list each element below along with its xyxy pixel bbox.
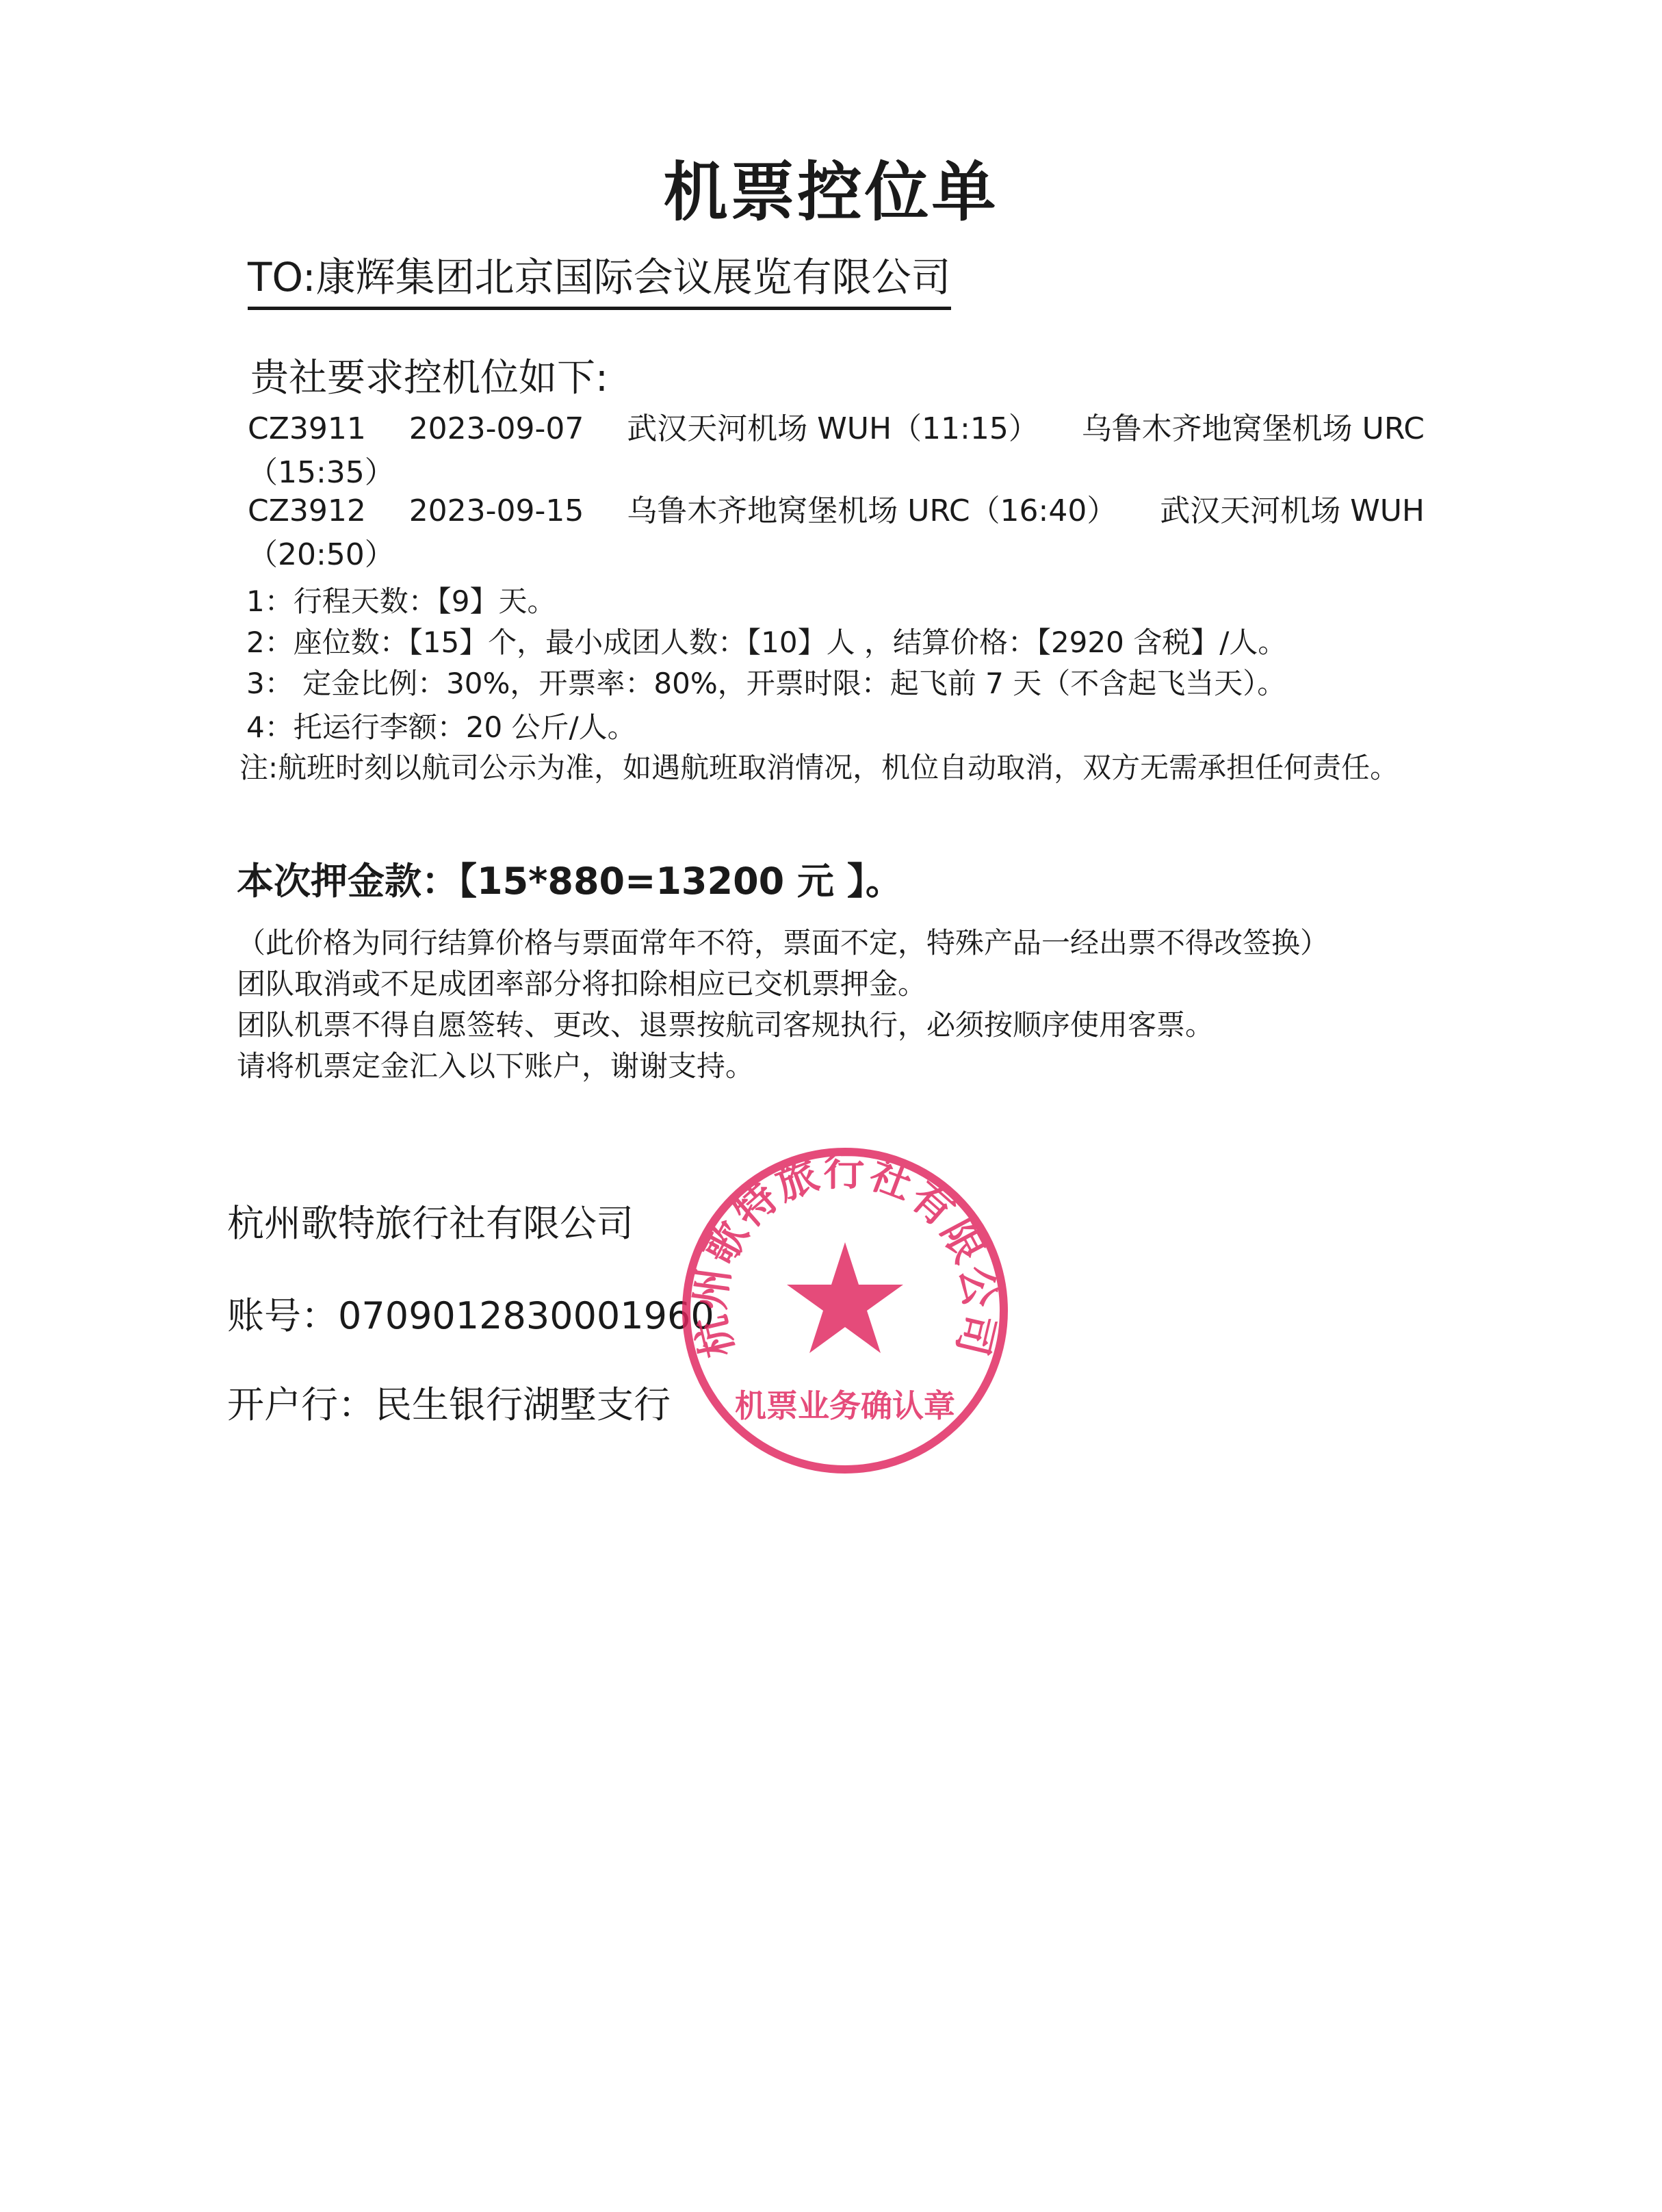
flight-arrival-time: （15:35） <box>248 455 395 490</box>
condition-item-4: 4：托运行李额：20 公斤/人。 <box>246 710 636 744</box>
condition-item-3: 3： 定金比例：30%，开票率：80%，开票时限：起飞前 7 天（不含起飞当天）。 <box>246 667 1286 700</box>
flight-note: 注:航班时刻以航司公示为准，如遇航班取消情况，机位自动取消，双方无需承担任何责任。 <box>239 751 1399 784</box>
stamp-outer-text: 杭州歌特旅行社有限公司 <box>686 1147 1004 1362</box>
remark-line-3: 团队机票不得自愿签转、更改、退票按航司客规执行，必须按顺序使用客票。 <box>237 1008 1215 1042</box>
flight-date: 2023-09-15 <box>408 493 584 528</box>
company-name: 杭州歌特旅行社有限公司 <box>227 1202 634 1245</box>
recipient-line: TO:康辉集团北京国际会议展览有限公司 <box>248 245 951 310</box>
flight-number: CZ3911 <box>248 411 366 446</box>
remark-line-1: （此价格为同行结算价格与票面常年不符，票面不定，特殊产品一经出票不得改签换） <box>237 926 1329 960</box>
intro-text: 贵社要求控机位如下: <box>250 356 608 400</box>
flight-entry-2 <box>248 489 1425 577</box>
flight-number: CZ3912 <box>248 493 366 528</box>
bank-account: 账号：0709012830001960 <box>227 1294 714 1337</box>
deposit-amount: 本次押金款：【15*880=13200 元 】。 <box>237 860 903 903</box>
document-title: 机票控位单 <box>663 155 999 230</box>
flight-departure: 乌鲁木齐地窝堡机场 URC（16:40） <box>627 493 1117 528</box>
remark-line-4: 请将机票定金汇入以下账户，谢谢支持。 <box>237 1049 755 1083</box>
stamp-star-icon <box>787 1242 903 1353</box>
bank-branch: 开户行：民生银行湖墅支行 <box>227 1383 671 1426</box>
flight-arrival-time: （20:50） <box>248 537 395 572</box>
condition-item-1: 1：行程天数：【9】天。 <box>246 584 556 618</box>
remark-line-2: 团队取消或不足成团率部分将扣除相应已交机票押金。 <box>237 967 927 1001</box>
flight-date: 2023-09-07 <box>408 411 584 446</box>
stamp-inner-text: 机票业务确认章 <box>735 1387 955 1424</box>
flight-departure: 武汉天河机场 WUH（11:15） <box>627 411 1039 446</box>
flight-entry-1 <box>248 407 1425 495</box>
flight-destination: 武汉天河机场 WUH <box>1160 493 1425 528</box>
company-seal-stamp <box>674 1140 1016 1482</box>
condition-item-2: 2：座位数：【15】个，最小成团人数：【10】人 ，结算价格：【2920 含税】/人。 <box>246 626 1287 659</box>
flight-destination: 乌鲁木齐地窝堡机场 URC <box>1081 411 1425 446</box>
